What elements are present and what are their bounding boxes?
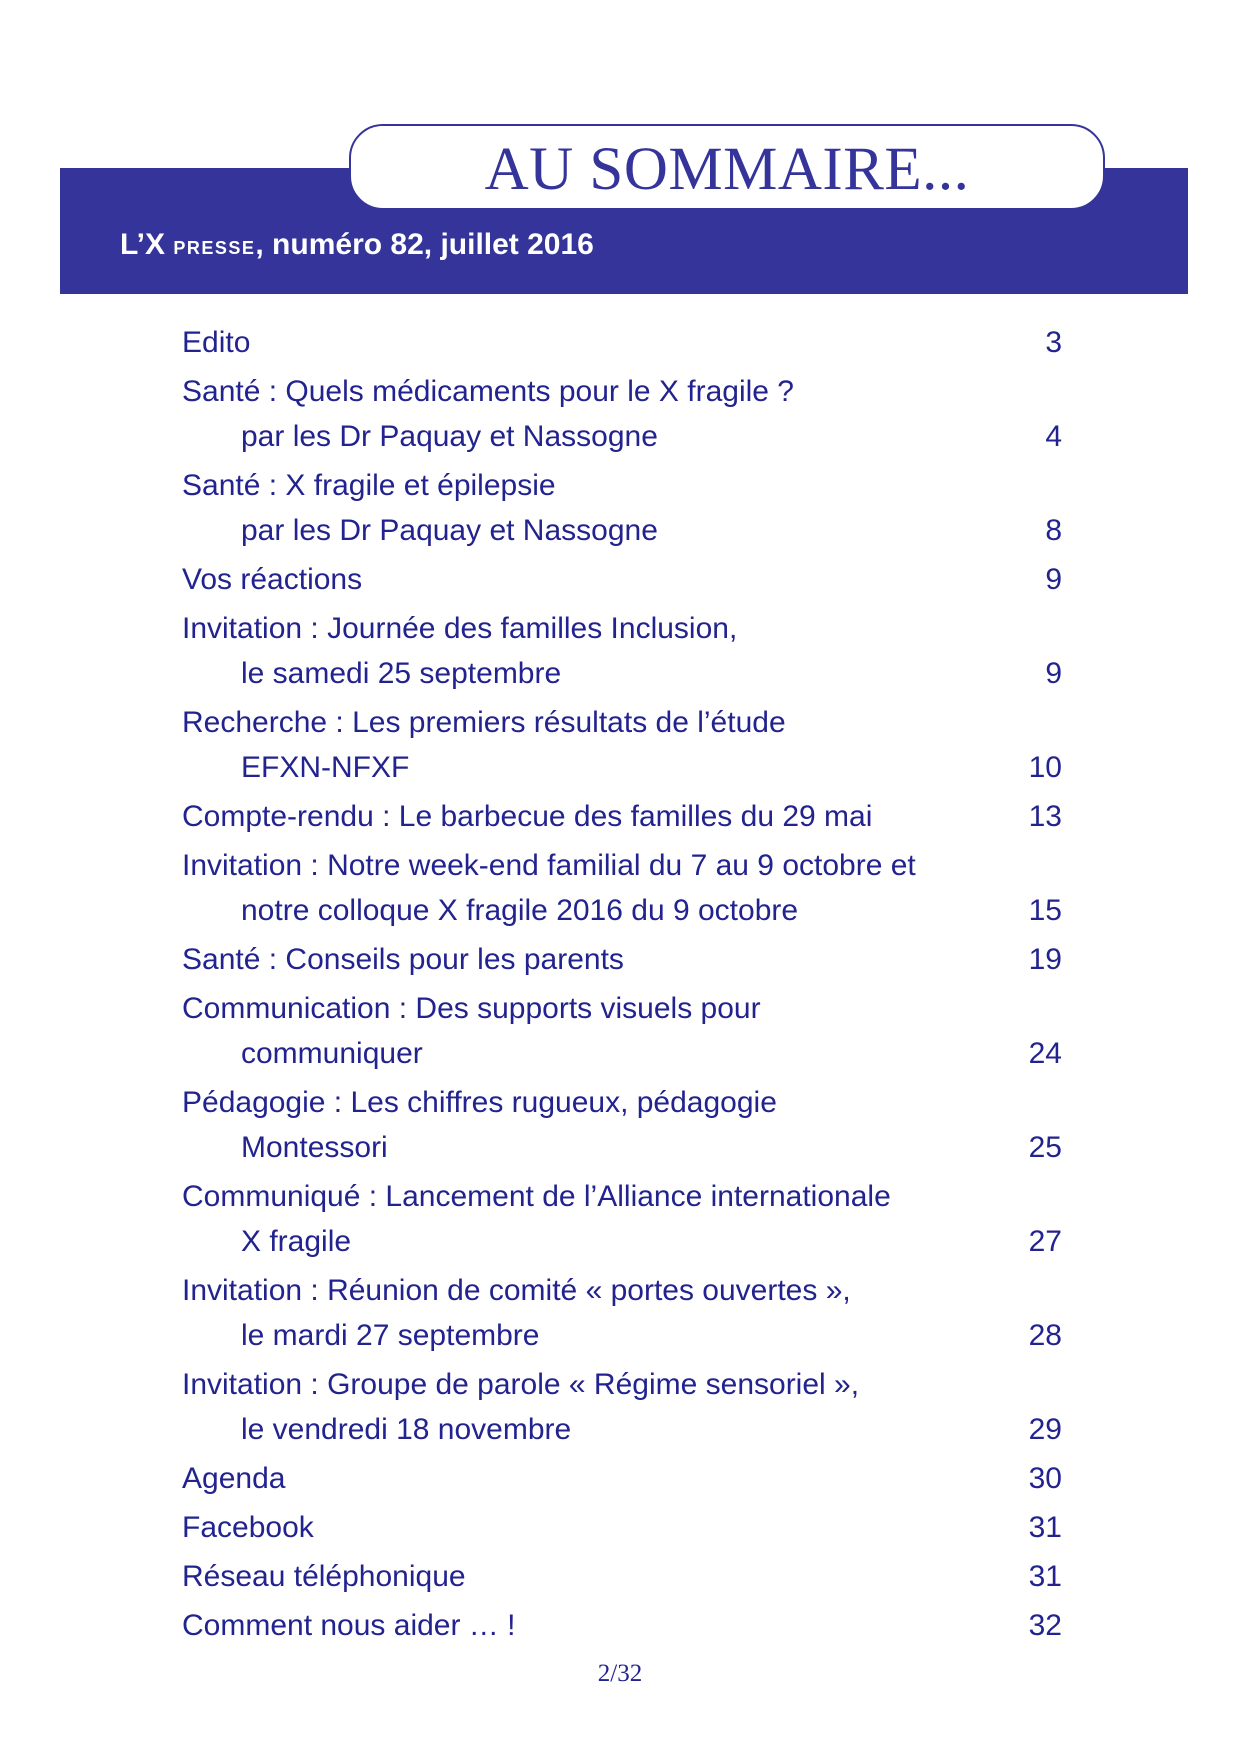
toc-entry[interactable]: [182, 1174, 1062, 1264]
toc-title-continued: EFXN-NFXF: [241, 751, 410, 784]
toc-page-number: 19: [1028, 943, 1062, 976]
toc-title: Compte-rendu : Le barbecue des familles du 29 mai: [182, 800, 873, 833]
toc-title: Invitation : Journée des familles Inclusion,: [182, 612, 738, 645]
toc-entry[interactable]: [182, 369, 1062, 459]
toc-line: [182, 700, 1062, 745]
toc-page-number: 13: [1028, 800, 1062, 833]
toc-page-number: 8: [1045, 514, 1062, 547]
toc-line: [182, 937, 1062, 982]
toc-title-continued: par les Dr Paquay et Nassogne: [241, 514, 658, 547]
toc-line: [182, 1505, 1062, 1550]
title-box: [349, 124, 1105, 210]
toc-entry[interactable]: [182, 1268, 1062, 1358]
toc-entry[interactable]: [182, 700, 1062, 790]
toc-line-continued: [182, 1031, 1062, 1076]
subtitle-smallcaps: presse: [173, 230, 256, 260]
toc-line: [182, 320, 1062, 365]
toc-title: Santé : Quels médicaments pour le X fragile ?: [182, 375, 794, 408]
table-of-contents: [182, 320, 1062, 1652]
toc-title: Réseau téléphonique: [182, 1560, 466, 1593]
toc-line: [182, 1456, 1062, 1501]
toc-title: Edito: [182, 326, 251, 359]
toc-page-number: 28: [1028, 1319, 1062, 1352]
toc-page-number: 24: [1028, 1037, 1062, 1070]
toc-title-continued: X fragile: [241, 1225, 352, 1258]
toc-title-continued: notre colloque X fragile 2016 du 9 octobre: [241, 894, 799, 927]
toc-title-continued: le samedi 25 septembre: [241, 657, 562, 690]
toc-line-continued: [182, 1407, 1062, 1452]
toc-title-continued: le mardi 27 septembre: [241, 1319, 540, 1352]
toc-line: [182, 986, 1062, 1031]
toc-entry[interactable]: [182, 1603, 1062, 1648]
toc-title: Invitation : Réunion de comité « portes ouvertes »,: [182, 1274, 851, 1307]
toc-page-number: 4: [1045, 420, 1062, 453]
page-title: AU SOMMAIRE...: [484, 136, 970, 203]
toc-line-continued: [182, 1313, 1062, 1358]
toc-entry[interactable]: [182, 1080, 1062, 1170]
toc-entry[interactable]: [182, 1362, 1062, 1452]
toc-line: [182, 1603, 1062, 1648]
toc-title-continued: Montessori: [241, 1131, 388, 1164]
toc-page-number: 9: [1045, 657, 1062, 690]
toc-line: [182, 1080, 1062, 1125]
toc-title: Comment nous aider … !: [182, 1609, 516, 1642]
page-number: 2/32: [597, 1660, 643, 1687]
toc-line: [182, 843, 1062, 888]
toc-line-continued: [182, 1219, 1062, 1264]
toc-entry[interactable]: [182, 1554, 1062, 1599]
toc-line: [182, 369, 1062, 414]
toc-title: Communication : Des supports visuels pour: [182, 992, 761, 1025]
toc-title-continued: par les Dr Paquay et Nassogne: [241, 420, 658, 453]
toc-entry[interactable]: [182, 463, 1062, 553]
toc-line: [182, 463, 1062, 508]
toc-page-number: 29: [1028, 1413, 1062, 1446]
toc-page-number: 3: [1045, 326, 1062, 359]
toc-line: [182, 606, 1062, 651]
toc-line-continued: [182, 888, 1062, 933]
toc-line: [182, 1554, 1062, 1599]
toc-title-continued: le vendredi 18 novembre: [241, 1413, 572, 1446]
subtitle-prefix: L’X: [120, 228, 166, 261]
toc-entry[interactable]: [182, 557, 1062, 602]
toc-page-number: 25: [1028, 1131, 1062, 1164]
toc-entry[interactable]: [182, 1505, 1062, 1550]
toc-title: Invitation : Notre week-end familial du 7 au 9 octobre et: [182, 849, 916, 882]
toc-line: [182, 794, 1062, 839]
toc-title: Recherche : Les premiers résultats de l’étude: [182, 706, 786, 739]
subtitle-rest: , numéro 82, juillet 2016: [255, 228, 594, 261]
toc-entry[interactable]: [182, 843, 1062, 933]
toc-title: Invitation : Groupe de parole « Régime sensoriel »,: [182, 1368, 860, 1401]
toc-title: Santé : Conseils pour les parents: [182, 943, 624, 976]
issue-subtitle: [120, 228, 594, 262]
toc-line: [182, 1174, 1062, 1219]
toc-entry[interactable]: [182, 606, 1062, 696]
toc-page-number: 32: [1028, 1609, 1062, 1642]
toc-title-continued: communiquer: [241, 1037, 423, 1070]
toc-page-number: 9: [1045, 563, 1062, 596]
toc-line-continued: [182, 745, 1062, 790]
toc-title: Vos réactions: [182, 563, 363, 596]
toc-page-number: 31: [1028, 1560, 1062, 1593]
toc-line-continued: [182, 508, 1062, 553]
toc-line: [182, 557, 1062, 602]
toc-page-number: 15: [1028, 894, 1062, 927]
toc-line-continued: [182, 1125, 1062, 1170]
toc-title: Facebook: [182, 1511, 314, 1544]
toc-title: Agenda: [182, 1462, 286, 1495]
toc-page-number: 31: [1028, 1511, 1062, 1544]
toc-entry[interactable]: [182, 1456, 1062, 1501]
toc-entry[interactable]: [182, 320, 1062, 365]
toc-entry[interactable]: [182, 937, 1062, 982]
toc-line-continued: [182, 414, 1062, 459]
toc-page-number: 30: [1028, 1462, 1062, 1495]
toc-title: Pédagogie : Les chiffres rugueux, pédagogie: [182, 1086, 777, 1119]
toc-title: Communiqué : Lancement de l’Alliance internationale: [182, 1180, 891, 1213]
toc-entry[interactable]: [182, 794, 1062, 839]
toc-line: [182, 1268, 1062, 1313]
toc-line: [182, 1362, 1062, 1407]
toc-title: Santé : X fragile et épilepsie: [182, 469, 556, 502]
toc-page-number: 10: [1028, 751, 1062, 784]
toc-line-continued: [182, 651, 1062, 696]
toc-page-number: 27: [1028, 1225, 1062, 1258]
toc-entry[interactable]: [182, 986, 1062, 1076]
